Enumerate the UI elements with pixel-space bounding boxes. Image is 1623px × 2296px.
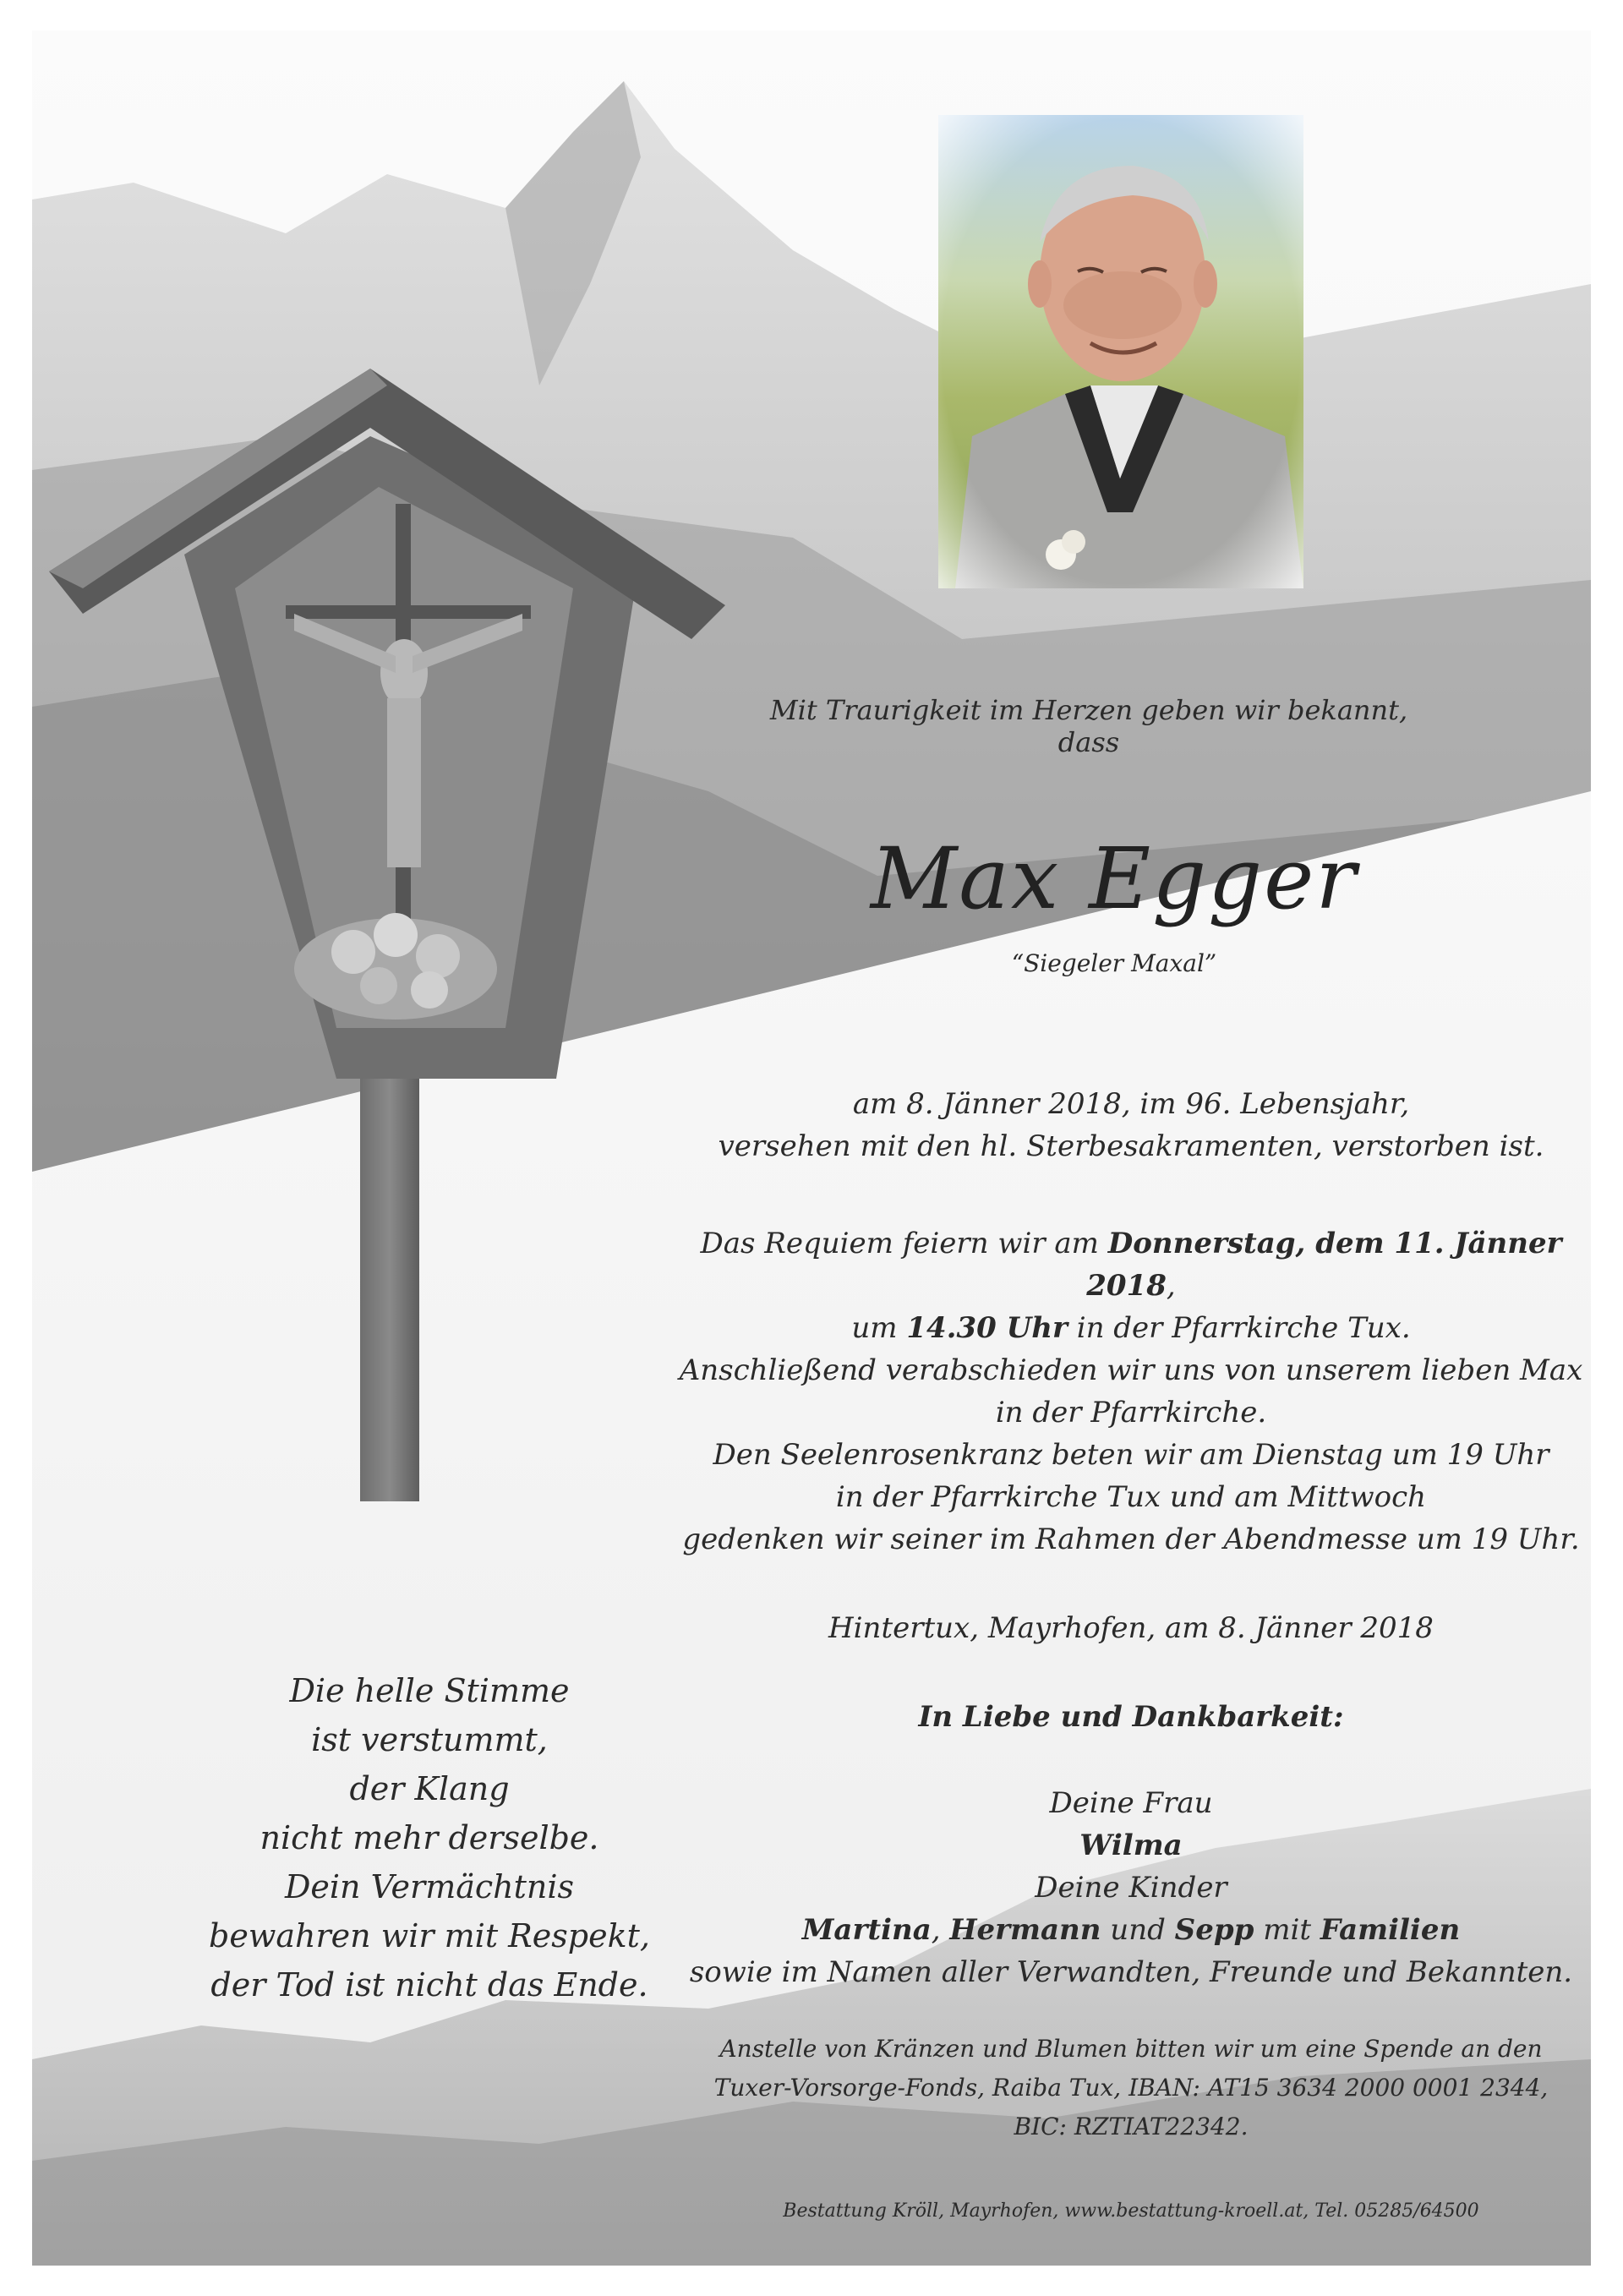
poem-line: der Tod ist nicht das Ende. (210, 1966, 648, 2004)
donation-line-2: Tuxer-Vorsorge-Fonds, Raiba Tux, IBAN: AT15 3634 2000 0001 2344, (713, 2074, 1549, 2102)
children-names (675, 1909, 1587, 1951)
rosary-info (675, 1434, 1587, 1561)
poem-line: Die helle Stimme (289, 1672, 570, 1709)
requiem-line-4: in der Pfarrkirche. (995, 1396, 1267, 1430)
death-line-2: versehen mit den hl. Sterbesakramenten, verstorben ist. (718, 1129, 1544, 1163)
donation-line-3: BIC: RZTIAT22342. (1014, 2113, 1249, 2140)
requiem-date: Donnerstag, dem 11. Jänner 2018 (1086, 1227, 1562, 1303)
poem-line: ist verstummt, (311, 1721, 548, 1758)
death-notice (675, 1083, 1587, 1167)
nickname: “Siegeler Maxal” (1011, 949, 1217, 977)
poem-line: nicht mehr derselbe. (260, 1819, 599, 1856)
poem-line: bewahren wir mit Respekt, (209, 1917, 650, 1954)
rosary-line-1: Den Seelenrosenkranz beten wir am Dienstag um 19 Uhr (713, 1438, 1549, 1472)
child-2: Hermann (949, 1913, 1101, 1947)
place-date: Hintertux, Mayrhofen, am 8. Jänner 2018 (828, 1611, 1434, 1645)
deceased-name: Max Egger (870, 829, 1358, 928)
wife-label: Deine Frau (1049, 1786, 1213, 1820)
poem-line: Dein Vermächtnis (284, 1868, 575, 1905)
wife-name (675, 1824, 1587, 1867)
relatives-line: sowie im Namen aller Verwandten, Freunde und Bekannten. (689, 1955, 1573, 1989)
requiem-time-pre: um (851, 1311, 907, 1345)
sep-3: mit (1254, 1913, 1320, 1947)
child-1: Martina (801, 1913, 932, 1947)
rosary-line-2: in der Pfarrkirche Tux und am Mittwoch (835, 1480, 1427, 1514)
poem (167, 1666, 691, 2009)
requiem-line-1 (675, 1222, 1587, 1307)
sep-2: und (1101, 1913, 1175, 1947)
portrait-image (938, 115, 1303, 588)
thanks-heading: In Liebe und Dankbarkeit: (918, 1700, 1344, 1734)
requiem-info (675, 1222, 1587, 1434)
child-3: Sepp (1174, 1913, 1254, 1947)
wife-name-text: Wilma (1079, 1829, 1183, 1862)
requiem-line-3: Anschließend verabschieden wir uns von unserem lieben Max (679, 1353, 1583, 1387)
requiem-time: 14.30 Uhr (906, 1311, 1068, 1345)
rosary-line-3: gedenken wir seiner im Rahmen der Abendmesse um 19 Uhr. (682, 1522, 1580, 1556)
intro-text: Mit Traurigkeit im Herzen geben wir bekannt, dass (769, 694, 1408, 758)
death-line-1: am 8. Jänner 2018, im 96. Lebensjahr, (852, 1087, 1410, 1121)
footer-funeral-home: Bestattung Kröll, Mayrhofen, www.bestattung-kroell.at, Tel. 05285/64500 (783, 2200, 1479, 2222)
requiem-post: , (1166, 1269, 1176, 1303)
obituary-page (32, 30, 1591, 2266)
children-label: Deine Kinder (1035, 1871, 1227, 1905)
donation-line-1: Anstelle von Kränzen und Blumen bitten wir um eine Spende an den (719, 2035, 1543, 2063)
requiem-line-2 (675, 1307, 1587, 1349)
family-list (675, 1782, 1587, 1993)
donation-info (675, 2030, 1587, 2146)
families: Familien (1320, 1913, 1461, 1947)
portrait-photo (938, 115, 1303, 588)
sep-1: , (931, 1913, 950, 1947)
requiem-pre: Das Requiem feiern wir am (700, 1227, 1108, 1260)
requiem-time-post: in der Pfarrkirche Tux. (1067, 1311, 1411, 1345)
poem-line: der Klang (349, 1770, 510, 1807)
